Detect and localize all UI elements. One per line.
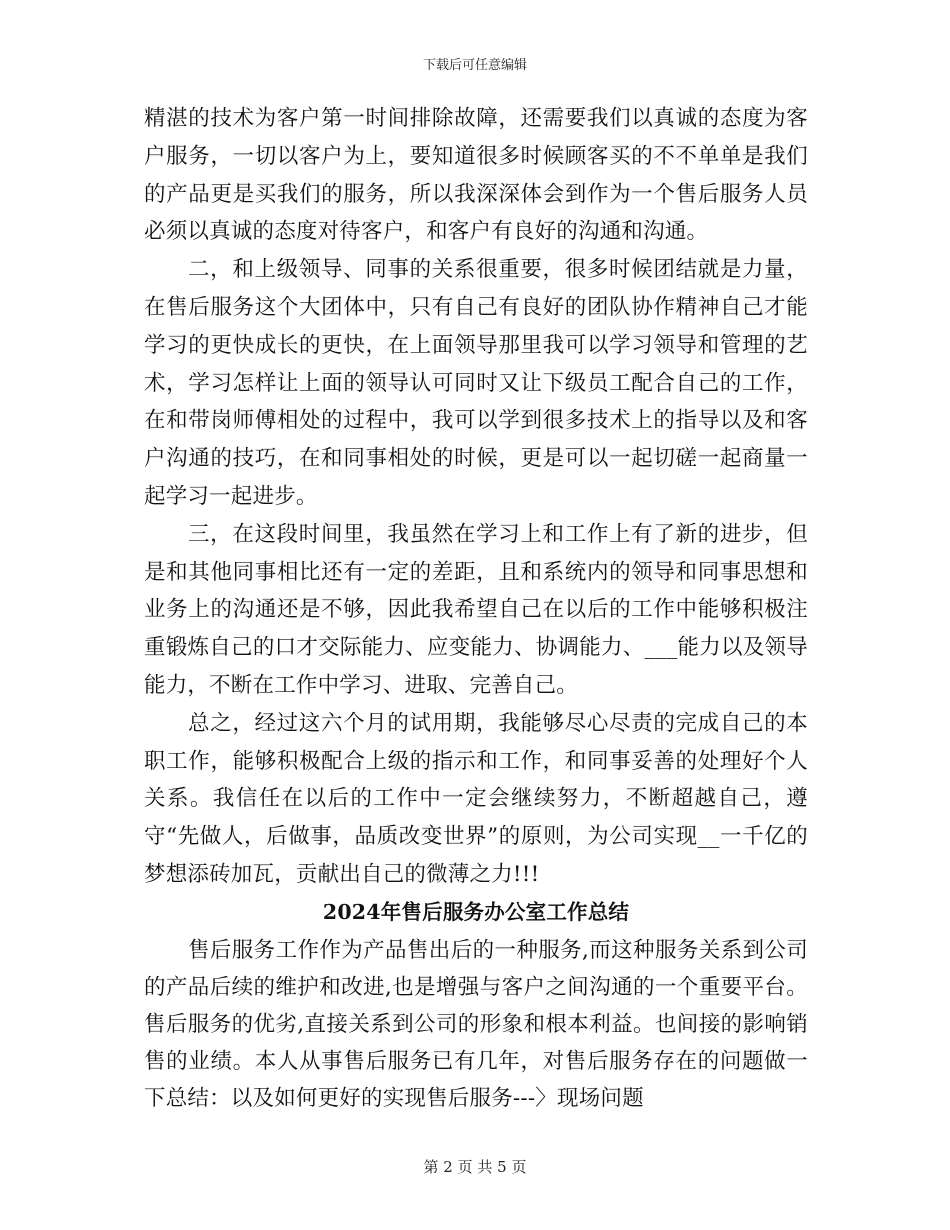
- section-title: 2024年售后服务办公室工作总结: [322, 899, 630, 924]
- page-number: 第 2 页 共 5 页: [423, 1158, 527, 1176]
- paragraph-summary: 总之，经过这六个月的试用期，我能够尽心尽责的完成自己的本职工作，能够积极配合上级的指示和工作，和同事妥善的处理好个人关系。我信任在以后的工作中一定会继续努力，不断超越自己，遵守“先做人，后做事，品质改变世界”的原则，为公司实现__一千亿的梦想添砖加瓦，贡献出自己的微薄之力!!!: [144, 710, 808, 887]
- paragraph-point-three: 三，在这段时间里，我虽然在学习上和工作上有了新的进步，但是和其他同事相比还有一定的差距，且和系统内的领导和同事思想和业务上的沟通还是不够，因此我希望自己在以后的工作中能够积极注重锻炼自己的口才交际能力、应变能力、协调能力、___能力以及领导能力，不断在工作中学习、进取、完善自己。: [144, 521, 808, 698]
- paragraph-continuation: 精湛的技术为客户第一时间排除故障，还需要我们以真诚的态度为客户服务，一切以客户为上，要知道很多时候顾客买的不不单单是我们的产品更是买我们的服务，所以我深深体会到作为一个售后服务人员必须以真诚的态度对待客户，和客户有良好的沟通和沟通。: [144, 106, 808, 245]
- header-note: 下载后可任意编辑: [422, 58, 527, 73]
- paragraph-section-intro: 售后服务工作作为产品售出后的一种服务,而这种服务关系到公司的产品后续的维护和改进,也是增强与客户之间沟通的一个重要平台。售后服务的优劣,直接关系到公司的形象和根本利益。也间接的影响销售的业绩。本人从事售后服务已有几年，对售后服务存在的问题做一下总结：以及如何更好的实现售后服务---〉现场问题: [144, 937, 808, 1111]
- paragraph-point-two: 二，和上级领导、同事的关系很重要，很多时候团结就是力量，在售后服务这个大团体中，只有自己有良好的团队协作精神自己才能学习的更快成长的更快，在上面领导那里我可以学习领导和管理的艺术，学习怎样让上面的领导认可同时又让下级员工配合自己的工作，在和带岗师傅相处的过程中，我可以学到很多技术上的指导以及和客户沟通的技巧，在和同事相处的时候，更是可以一起切磋一起商量一起学习一起进步。: [144, 257, 808, 509]
- document-body: [144, 100, 808, 1117]
